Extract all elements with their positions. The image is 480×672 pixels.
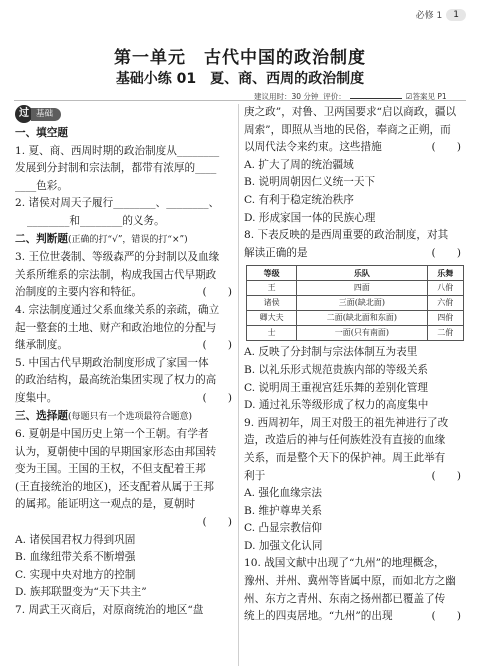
table-row [247, 266, 464, 281]
q9-text: 利于 [244, 469, 266, 482]
q6-line: (王直接统治的地区)，还支配着从属于王邦 [15, 480, 214, 493]
q1-line: 1. 夏、商、西周时期的政治制度从________ [15, 144, 220, 157]
page-number: 1 [446, 9, 466, 21]
q7-line [244, 139, 467, 157]
option-b: B. 维护尊卑关系 [244, 504, 323, 517]
table-header: 等级 [247, 266, 297, 281]
table-cell: 四佾 [427, 311, 463, 326]
q8-text: 解读正确的是 [244, 246, 308, 259]
question-1 [15, 143, 238, 196]
section-choice [15, 408, 238, 427]
q6-line: 变为王国。王国的王权，不但支配着王邦 [15, 463, 206, 476]
q4-line: 起一整套的土地、财产和政治地位的分配与 [15, 321, 217, 334]
section-badge [15, 104, 238, 124]
question-5 [15, 355, 238, 408]
q6-line: 6. 夏朝是中国历史上第一个王朝。有学者 [15, 428, 209, 441]
q5-text: 度集中。 [15, 391, 58, 404]
question-4 [15, 302, 238, 355]
q9-line: 9. 西周初年，周王对殷王的祖先神进行了改 [244, 416, 449, 429]
table-row [247, 281, 464, 296]
option-c: C. 实现中央对地方的控制 [15, 568, 136, 581]
lesson-title: 基础小练 01 夏、商、西周的政治制度 [115, 71, 365, 87]
question-10 [244, 555, 467, 625]
q7-text: 以周代法令来约束。这些措施 [244, 141, 382, 154]
q6-line: 的属邦。能证明这一观点的是，夏朝时 [15, 498, 196, 511]
q5-line: 5. 中国古代早期政治制度形成了家国一体 [15, 356, 209, 369]
q5-line [15, 390, 238, 408]
question-7-cont [244, 104, 467, 227]
table-header: 乐舞 [427, 266, 463, 281]
option-a: A. 扩大了周的统治疆域 [244, 158, 354, 171]
q7-line: 周索”，即照从当地的民俗，奉商之正朔，而 [244, 123, 451, 136]
q2-line: ________和________的义务。 [27, 214, 165, 227]
table-row [247, 311, 464, 326]
table-cell: 士 [247, 326, 297, 341]
q10-line [244, 608, 467, 626]
q4-line [15, 337, 238, 355]
table-cell: 诸侯 [247, 296, 297, 311]
question-2 [15, 195, 238, 230]
table-cell: 一面(只有南面) [297, 326, 427, 341]
option-d: D. 加强文化认同 [244, 539, 323, 552]
option-a: A. 诸侯国君权力得到巩固 [15, 533, 136, 546]
option-b: B. 以礼乐形式规范贵族内部的等级关系 [244, 363, 429, 376]
book-label: 必修 1 [415, 11, 443, 21]
q3-line: 关系所维系的宗法制，构成我国古代早期政 [15, 268, 217, 281]
score-blank [350, 98, 402, 99]
q8-line: 8. 下表反映的是西周重要的政治制度，对其 [244, 229, 449, 242]
option-d: D. 族邦联盟变为“天下共主” [15, 586, 147, 599]
answer-paren: ( ) [202, 339, 232, 352]
badge-icon: 过 [15, 105, 33, 123]
answer-paren: ( ) [431, 141, 461, 154]
question-6 [15, 426, 238, 602]
page-header [416, 8, 466, 21]
option-c: C. 凸显宗教信仰 [244, 522, 323, 535]
q1-line: 发展到分封制和宗法制，都带有浓厚的____ [15, 162, 217, 175]
q3-line: 3. 王位世袭制、等级森严的分封制以及血缘 [15, 251, 220, 264]
q9-line: 关系，而是整个天下的保护神。周王此举有 [244, 451, 446, 464]
option-d: D. 通过礼乐等级形成了权力的高度集中 [244, 399, 429, 412]
option-a: A. 强化血缘宗法 [244, 487, 322, 500]
q8-line [244, 245, 467, 263]
q3-text: 治制度的主要内容和特征。 [15, 286, 143, 299]
q10-line: 豫州、并州、冀州等皆属中原，而如北方之幽 [244, 575, 456, 588]
unit-title: 第一单元 古代中国的政治制度 [114, 48, 366, 68]
answer-paren: ( ) [431, 469, 461, 482]
q6-line: 认为，夏朝使中国的早期国家形态由邦国转 [15, 445, 217, 458]
q4-line: 4. 宗法制度通过父系血缘关系的亲疏，确立 [15, 303, 220, 316]
score-label: 评价： [323, 92, 346, 101]
table-header: 乐队 [297, 266, 427, 281]
left-column [15, 104, 238, 620]
option-d: D. 形成家国一体的民族心理 [244, 211, 376, 224]
option-c: C. 说明周王重视宫廷乐舞的差别化管理 [244, 381, 428, 394]
question-9 [244, 415, 467, 556]
section-fill-blank: 一、填空题 [15, 127, 68, 139]
table-cell: 王 [247, 281, 297, 296]
table-cell: 二面(缺北面和东面) [297, 311, 427, 326]
ritual-table [246, 265, 464, 341]
answer-paren: ( ) [202, 516, 232, 529]
title-rule [14, 100, 466, 101]
option-c: C. 有利于稳定统治秩序 [244, 193, 354, 206]
right-column [244, 104, 467, 626]
question-8 [244, 227, 467, 415]
section-title: 三、选择题 [15, 409, 68, 422]
q10-line: 10. 战国文献中出现了“九州”的地理概念， [244, 557, 445, 570]
table-cell: 三面(缺北面) [297, 296, 427, 311]
option-a: A. 反映了分封制与宗法体制互为表里 [244, 346, 418, 359]
q9-line [244, 468, 467, 486]
table-cell: 八佾 [427, 281, 463, 296]
table-cell: 二佾 [427, 326, 463, 341]
question-3 [15, 249, 238, 302]
answer-ref: ☑答案见 P1 [405, 92, 447, 101]
q3-line [15, 284, 238, 302]
table-row [247, 296, 464, 311]
badge-label: 基础 [31, 108, 61, 121]
question-7-start: 7. 周武王灭商后，对原商统治的地区“盘 [15, 604, 204, 617]
q5-line: 的政治结构，最高统治集团实现了权力的高 [15, 374, 217, 387]
q9-line: 造，改造后的神与任何族姓没有直接的血缘 [244, 434, 446, 447]
section-title: 二、判断题 [15, 232, 68, 245]
table-cell: 四面 [297, 281, 427, 296]
option-b: B. 血缘纽带关系不断增强 [15, 551, 136, 564]
column-divider [238, 104, 239, 666]
answer-paren: ( ) [431, 246, 461, 259]
section-true-false [15, 231, 238, 250]
q10-line: 州、东方之青州、东南之扬州都已覆盖了传 [244, 592, 446, 605]
q4-text: 继承制度。 [15, 339, 68, 352]
table-row [247, 326, 464, 341]
q1-line: ____色彩。 [15, 179, 68, 192]
q7-line: 庚之政”，对鲁、卫两国要求“启以商政，疆以 [244, 106, 457, 118]
section-note: (每题只有一个选项最符合题意) [67, 411, 192, 422]
table-cell: 卿大夫 [247, 311, 297, 326]
option-b: B. 说明周朝因仁义统一天下 [244, 176, 376, 189]
time-note: 建议用时：30 分钟 [254, 92, 319, 101]
table-cell: 六佾 [427, 296, 463, 311]
answer-paren: ( ) [202, 286, 232, 299]
section-note: (正确的打“√”，错误的打“×”) [67, 234, 188, 245]
q2-line: 2. 诸侯对周天子履行________、________、 [15, 197, 220, 210]
answer-paren: ( ) [202, 391, 232, 404]
q10-text: 统上的四夷居地。“九州”的出现 [244, 610, 393, 623]
answer-paren: ( ) [431, 610, 461, 623]
